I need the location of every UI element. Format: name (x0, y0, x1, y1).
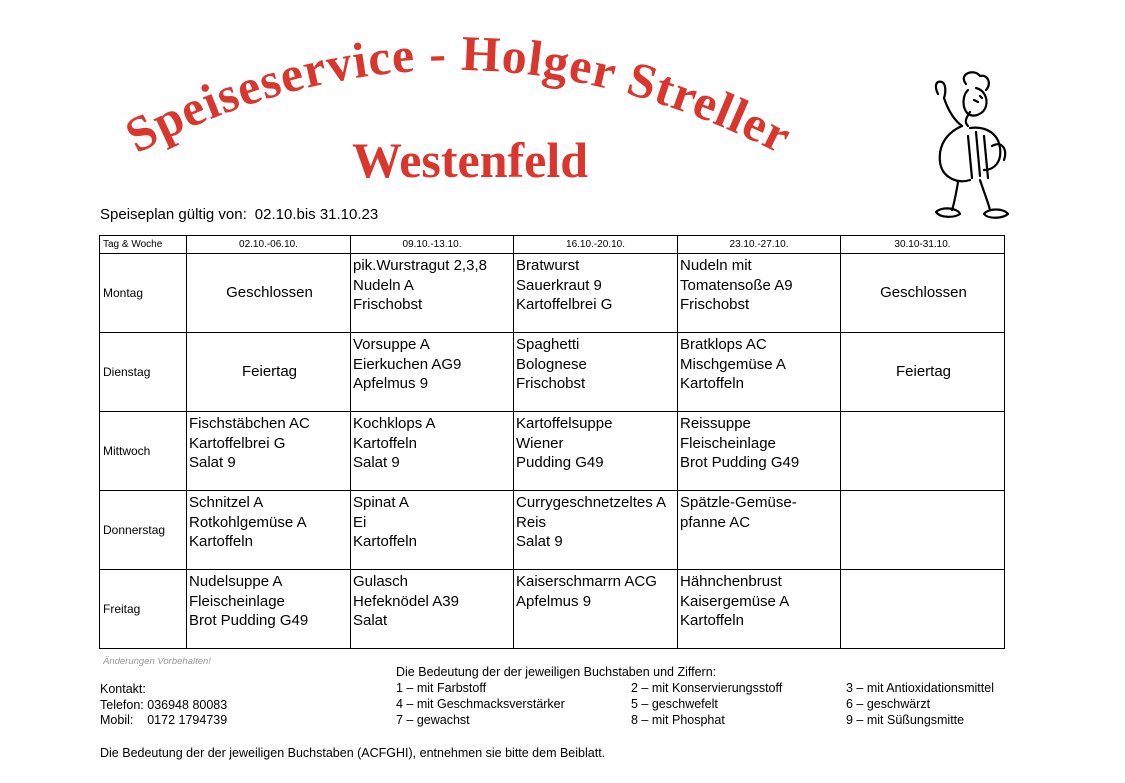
dish-line: Wiener (516, 434, 564, 452)
dish-line: Geschlossen (226, 284, 313, 302)
table-row (100, 254, 1005, 333)
table-row (100, 412, 1005, 491)
dish-line: Kartoffeln (189, 533, 253, 550)
day-label: Dienstag (100, 333, 187, 412)
week-header: 30.10-31.10. (841, 236, 1005, 254)
dish-line: pik.Wurstragut 2,3,8 (353, 257, 487, 274)
menu-cell (841, 254, 1005, 333)
dish-line: Bratklops AC (680, 336, 767, 353)
menu-cell (678, 412, 841, 491)
table-row (100, 333, 1005, 412)
dish-line: Kartoffelbrei G (516, 296, 613, 313)
dish-line: Mischgemüse A (680, 355, 786, 373)
dish-line: Ei (353, 513, 367, 531)
week-header: 02.10.-06.10. (187, 236, 351, 254)
dish-line: Kartoffeln (680, 375, 744, 392)
table-row (100, 570, 1005, 649)
legend-item: 7 – gewachst (396, 713, 470, 727)
dish-line: Kartoffeln (353, 434, 417, 452)
menu-cell (841, 412, 1005, 491)
table-row (100, 491, 1005, 570)
legend-title: Die Bedeutung der der jeweiligen Buchstaben und Ziffern: (396, 665, 717, 679)
corner-label: Tag & Woche (100, 236, 187, 254)
dish-line: Kartoffelbrei G (189, 434, 286, 452)
week-header-row (100, 236, 1005, 254)
dish-line: Frischobst (680, 296, 750, 313)
dish-line: Nudelsuppe A (189, 573, 283, 590)
legend-item: 6 – geschwärzt (846, 697, 931, 711)
dish-line: Kartoffeln (353, 533, 417, 550)
contact-label: Kontakt: (100, 682, 146, 696)
dish-line: Bratwurst (516, 257, 580, 274)
menu-cell (514, 333, 678, 412)
dish-line: Pudding G49 (516, 454, 604, 471)
menu-cell (351, 254, 514, 333)
dish-line: pfanne AC (680, 513, 751, 531)
dish-line: Rotkohlgemüse A (189, 513, 307, 531)
dish-line: Apfelmus 9 (353, 375, 429, 392)
chef-illustration-icon (918, 66, 1013, 224)
menu-cell (514, 491, 678, 570)
menu-cell (678, 491, 841, 570)
header-title (80, 0, 840, 200)
menu-cell (841, 491, 1005, 570)
dish-line: Geschlossen (880, 284, 967, 302)
menu-cell (351, 491, 514, 570)
contact-block (100, 682, 227, 729)
legend-item: 9 – mit Süßungsmitte (846, 713, 965, 727)
dish-line: Schnitzel A (189, 494, 264, 511)
menu-cell (187, 412, 351, 491)
dish-line: Fischstäbchen AC (189, 415, 310, 432)
dish-line: Fleischeinlage (189, 592, 285, 610)
dish-line: Kartoffeln (680, 612, 744, 629)
dish-line: Nudeln A (353, 276, 414, 294)
menu-cell (514, 412, 678, 491)
dish-line: Salat (353, 612, 388, 629)
dish-line: Spinat A (353, 494, 409, 511)
menu-cell (678, 333, 841, 412)
dish-line: Hefeknödel A39 (353, 592, 459, 610)
dish-line: Sauerkraut 9 (516, 276, 602, 294)
menu-cell (678, 570, 841, 649)
dish-line: Kaiserschmarrn ACG (516, 573, 657, 590)
dish-line: Brot Pudding G49 (680, 454, 800, 471)
menu-cell (514, 570, 678, 649)
menu-cell (187, 491, 351, 570)
phone-number: Telefon: 036948 80083 (100, 697, 228, 712)
week-header: 23.10.-27.10. (678, 236, 841, 254)
menu-cell (841, 333, 1005, 412)
day-label: Freitag (100, 570, 187, 649)
dish-line: Apfelmus 9 (516, 592, 592, 610)
dish-line: Spätzle-Gemüse- (680, 494, 797, 511)
dish-line: Nudeln mit (680, 257, 752, 274)
legend-item: 1 – mit Farbstoff (396, 681, 487, 695)
dish-line: Feiertag (241, 363, 298, 381)
dish-line: Eierkuchen AG9 (353, 355, 462, 373)
dish-line: Fleischeinlage (680, 434, 776, 452)
validity-range: 02.10.bis 31.10.23 (254, 206, 379, 223)
legend-item: 8 – mit Phosphat (631, 713, 725, 727)
legend-item: 5 – geschwefelt (631, 697, 718, 711)
week-header: 16.10.-20.10. (514, 236, 678, 254)
dish-line: Hähnchenbrust (680, 573, 782, 590)
dish-line: Tomatensoße A9 (680, 276, 793, 294)
validity-label: Speiseplan gültig von: (100, 206, 247, 223)
week-header: 09.10.-13.10. (351, 236, 514, 254)
dish-line: Brot Pudding G49 (189, 612, 309, 629)
menu-cell (678, 254, 841, 333)
menu-table (99, 235, 1005, 649)
day-label: Montag (100, 254, 187, 333)
dish-line: Salat 9 (189, 454, 236, 471)
dish-line: Salat 9 (516, 533, 563, 550)
menu-cell (187, 570, 351, 649)
dish-line: Frischobst (516, 375, 586, 392)
dish-line: Currygeschnetzeltes A (516, 494, 667, 511)
dish-line: Salat 9 (353, 454, 400, 471)
mobile-number: Mobil: 0172 1794739 (100, 713, 228, 727)
dish-line: Bolognese (516, 355, 587, 373)
menu-cell (187, 254, 351, 333)
dish-line: Kochklops A (353, 415, 436, 432)
dish-line: Kartoffelsuppe (516, 415, 613, 432)
dish-line: Reissuppe (680, 415, 751, 432)
menu-cell (351, 333, 514, 412)
dish-line: Vorsuppe A (353, 336, 430, 353)
legend-item: 2 – mit Konservierungsstoff (631, 681, 783, 695)
changes-note: Änderungen Vorbehalten! (103, 656, 211, 667)
dish-line: Spaghetti (516, 336, 580, 353)
dish-line: Gulasch (353, 573, 409, 590)
title-line2: Westenfeld (351, 132, 589, 188)
dish-line: Frischobst (353, 296, 423, 313)
menu-cell (514, 254, 678, 333)
title-line1: Speiseservice - Holger Streller (116, 24, 801, 165)
legend-item: 3 – mit Antioxidationsmittel (846, 681, 994, 695)
day-label: Donnerstag (100, 491, 187, 570)
legend-item: 4 – mit Geschmacksverstärker (396, 697, 565, 711)
menu-cell (841, 570, 1005, 649)
dish-line: Kaisergemüse A (680, 592, 790, 610)
menu-cell (351, 570, 514, 649)
menu-cell (187, 333, 351, 412)
menu-cell (351, 412, 514, 491)
dish-line: Reis (516, 513, 547, 531)
day-label: Mittwoch (100, 412, 187, 491)
footer-note: Die Bedeutung der der jeweiligen Buchstaben (ACFGHI), entnehmen sie bitte dem Beiblatt. (100, 746, 606, 760)
validity-line (100, 206, 378, 223)
dish-line: Feiertag (895, 363, 952, 381)
